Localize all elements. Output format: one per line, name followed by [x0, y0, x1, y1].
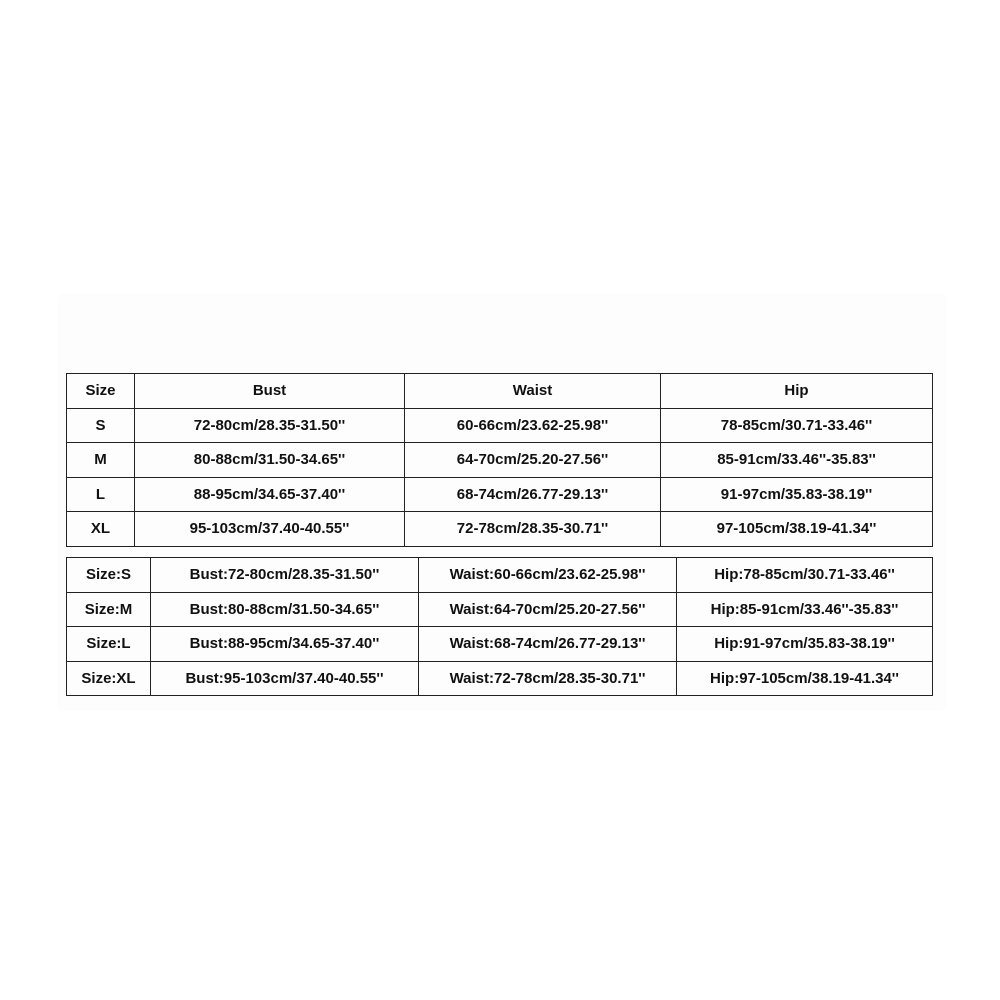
size-cell: L: [67, 477, 135, 512]
bust-cell: Bust:72-80cm/28.35-31.50'': [151, 558, 419, 593]
header-size: Size: [67, 374, 135, 409]
table-row: [67, 512, 933, 547]
bust-cell: 80-88cm/31.50-34.65'': [135, 443, 405, 478]
table-row: [67, 627, 933, 662]
header-hip: Hip: [661, 374, 933, 409]
waist-cell: 72-78cm/28.35-30.71'': [405, 512, 661, 547]
bust-cell: Bust:88-95cm/34.65-37.40'': [151, 627, 419, 662]
table-row: [67, 661, 933, 696]
hip-cell: Hip:85-91cm/33.46''-35.83'': [677, 592, 933, 627]
size-cell: Size:L: [67, 627, 151, 662]
bust-cell: 88-95cm/34.65-37.40'': [135, 477, 405, 512]
size-cell: XL: [67, 512, 135, 547]
header-bust: Bust: [135, 374, 405, 409]
table-row: [67, 558, 933, 593]
hip-cell: Hip:91-97cm/35.83-38.19'': [677, 627, 933, 662]
hip-cell: Hip:97-105cm/38.19-41.34'': [677, 661, 933, 696]
waist-cell: 68-74cm/26.77-29.13'': [405, 477, 661, 512]
size-cell: Size:XL: [67, 661, 151, 696]
bust-cell: Bust:95-103cm/37.40-40.55'': [151, 661, 419, 696]
waist-cell: Waist:64-70cm/25.20-27.56'': [419, 592, 677, 627]
header-waist: Waist: [405, 374, 661, 409]
waist-cell: Waist:72-78cm/28.35-30.71'': [419, 661, 677, 696]
waist-cell: 64-70cm/25.20-27.56'': [405, 443, 661, 478]
size-chart-table: [66, 373, 933, 547]
table-header-row: [67, 374, 933, 409]
bust-cell: 95-103cm/37.40-40.55'': [135, 512, 405, 547]
bust-cell: Bust:80-88cm/31.50-34.65'': [151, 592, 419, 627]
size-chart-table-labeled: [66, 557, 933, 696]
size-cell: M: [67, 443, 135, 478]
waist-cell: Waist:60-66cm/23.62-25.98'': [419, 558, 677, 593]
hip-cell: 85-91cm/33.46''-35.83'': [661, 443, 933, 478]
table-row: [67, 408, 933, 443]
bust-cell: 72-80cm/28.35-31.50'': [135, 408, 405, 443]
table-row: [67, 592, 933, 627]
size-cell: S: [67, 408, 135, 443]
table-row: [67, 477, 933, 512]
waist-cell: 60-66cm/23.62-25.98'': [405, 408, 661, 443]
hip-cell: 97-105cm/38.19-41.34'': [661, 512, 933, 547]
hip-cell: Hip:78-85cm/30.71-33.46'': [677, 558, 933, 593]
table-row: [67, 443, 933, 478]
size-cell: Size:S: [67, 558, 151, 593]
waist-cell: Waist:68-74cm/26.77-29.13'': [419, 627, 677, 662]
hip-cell: 78-85cm/30.71-33.46'': [661, 408, 933, 443]
hip-cell: 91-97cm/35.83-38.19'': [661, 477, 933, 512]
size-cell: Size:M: [67, 592, 151, 627]
